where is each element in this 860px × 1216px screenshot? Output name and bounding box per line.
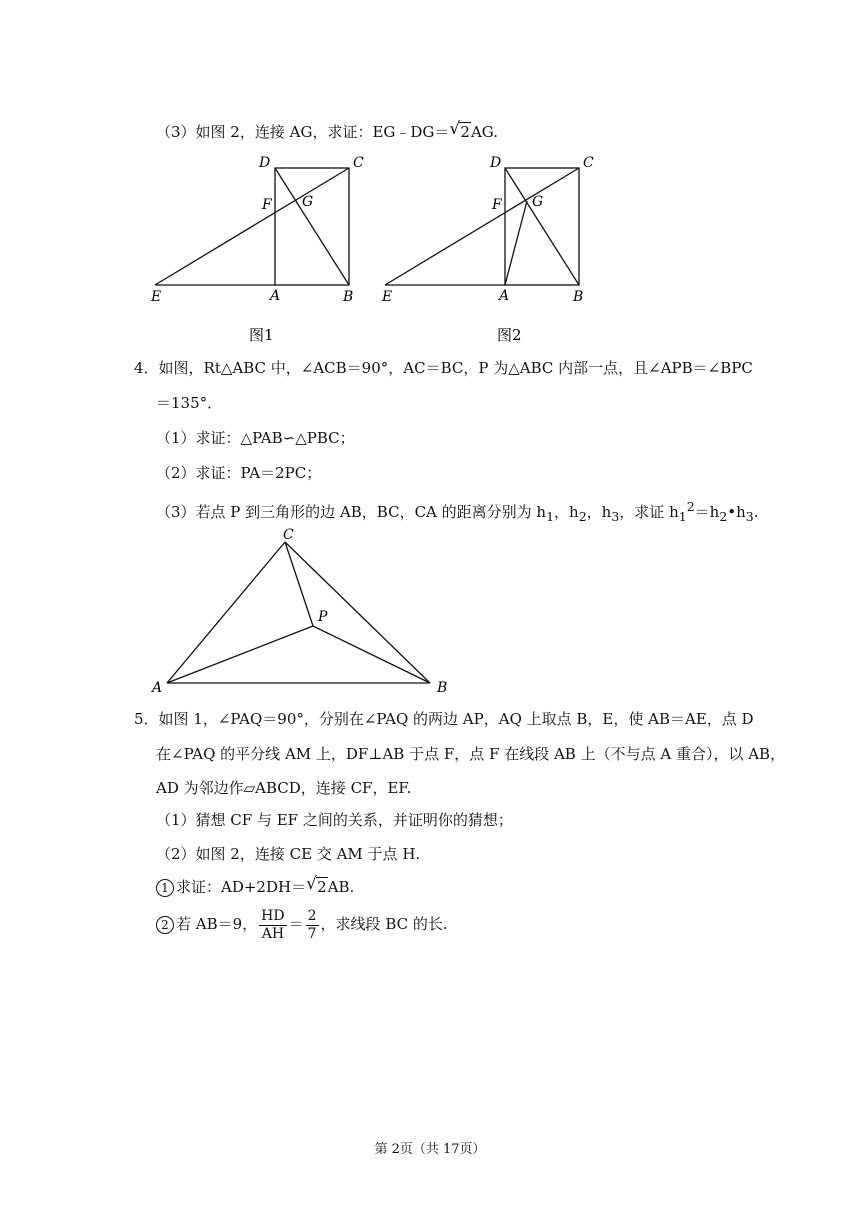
q4-sub3-text: ，求证 h bbox=[619, 503, 679, 521]
q5-sub2: （2）如图 2，连接 CE 交 AM 于点 H. bbox=[156, 845, 421, 863]
q3-figures bbox=[0, 150, 860, 380]
figure-1 bbox=[150, 155, 364, 344]
fraction-numerator: HD bbox=[261, 907, 285, 924]
q4-label-b: B bbox=[437, 680, 448, 696]
q5-statement-line3: AD 为邻边作▱ABCD，连接 CF，EF. bbox=[156, 779, 412, 797]
q4-sub3-text: ，h bbox=[586, 503, 612, 521]
figure-2 bbox=[381, 155, 594, 344]
fig2-label-b: B bbox=[573, 289, 584, 305]
q5-item1 bbox=[156, 874, 355, 897]
q4-line-ap bbox=[167, 626, 313, 683]
fig1-label-f: F bbox=[262, 197, 272, 213]
q4-line-cb bbox=[285, 542, 430, 683]
q4-label-p: P bbox=[318, 609, 328, 625]
fraction-denominator: AH bbox=[261, 925, 285, 942]
fig1-label-e: E bbox=[151, 289, 162, 305]
fig1-label-c: C bbox=[353, 155, 364, 171]
q4-sub1: （1）求证：△PAB∽△PBC； bbox=[156, 429, 355, 447]
fig1-label-g: G bbox=[302, 194, 314, 210]
subscript: 2 bbox=[578, 509, 587, 524]
sqrt-argument: 2 bbox=[460, 123, 470, 141]
subscript: 3 bbox=[745, 509, 754, 524]
q3-text: （3）如图 2，连接 AG，求证：EG﹣DG＝ bbox=[156, 123, 450, 141]
radical-sign: √ bbox=[449, 119, 461, 139]
fraction-hd-ah bbox=[259, 908, 286, 943]
q4-statement-line2: ＝135°． bbox=[156, 394, 223, 412]
fig2-label-e: E bbox=[382, 289, 393, 305]
q4-sub3-text: （3）若点 P 到三角形的边 AB，BC，CA 的距离分别为 h bbox=[156, 503, 547, 521]
q4-sub3-text: . bbox=[753, 503, 759, 521]
fig1-label-a: A bbox=[270, 288, 281, 304]
q4-sub3-text: ＝h bbox=[694, 503, 720, 521]
fig2-caption: 图2 bbox=[497, 326, 522, 344]
subscript: 2 bbox=[719, 509, 728, 524]
q5-item2 bbox=[156, 905, 448, 943]
q4-line-ac bbox=[167, 542, 285, 683]
fig2-label-d: D bbox=[490, 155, 502, 171]
q4-label-c: C bbox=[283, 527, 294, 543]
q5-sub1: （1）猜想 CF 与 EF 之间的关系，并证明你的猜想； bbox=[156, 811, 513, 829]
q5-item2-text: 若 AB＝9， bbox=[176, 915, 258, 933]
fig2-line-ec bbox=[385, 168, 579, 285]
q5-item2-suffix: ，求线段 BC 的长. bbox=[320, 915, 448, 933]
q3-suffix: AG. bbox=[470, 123, 498, 141]
fig2-label-c: C bbox=[583, 155, 594, 171]
fig2-line-ag bbox=[505, 201, 527, 285]
page-footer: 第 2页（共 17页） bbox=[374, 1142, 486, 1157]
radical-sign: √ bbox=[306, 874, 317, 894]
circled-number-2: 2 bbox=[156, 916, 174, 934]
q4-sub2: （2）求证：PA＝2PC； bbox=[156, 464, 322, 482]
fig1-caption: 图1 bbox=[249, 326, 274, 344]
fig2-label-g: G bbox=[532, 194, 544, 210]
fig2-label-f: F bbox=[492, 197, 502, 213]
q4-figure bbox=[0, 520, 860, 700]
fraction-2-7 bbox=[306, 908, 319, 943]
q5-item1-suffix: AB. bbox=[327, 878, 355, 896]
q4-statement-line1: 4．如图，Rt△ABC 中，∠ACB＝90°，AC＝BC，P 为△ABC 内部一点，且∠APB＝∠BPC bbox=[134, 359, 753, 377]
q4-sub3-text: ，h bbox=[554, 503, 579, 521]
q5-item1-text: 求证：AD+2DH＝ bbox=[176, 878, 307, 896]
sqrt-expression bbox=[306, 874, 328, 897]
q5-statement-line2: 在∠PAQ 的平分线 AM 上，DF⊥AB 于点 F，点 F 在线段 AB 上（不与点 A 重合），以 AB， bbox=[156, 745, 786, 763]
fig1-label-b: B bbox=[343, 289, 354, 305]
q3-statement bbox=[156, 119, 498, 142]
fig1-label-d: D bbox=[259, 155, 271, 171]
superscript: 2 bbox=[686, 499, 695, 514]
subscript: 3 bbox=[611, 509, 620, 524]
sqrt-expression bbox=[449, 119, 471, 142]
fig1-line-db bbox=[275, 168, 349, 285]
q4-sub3-text: •h bbox=[727, 503, 746, 521]
q4-line-pb bbox=[313, 626, 430, 683]
fig1-line-ec bbox=[155, 168, 349, 285]
equals-sign: ＝ bbox=[288, 915, 304, 933]
q4-line-cp bbox=[285, 542, 313, 626]
circled-number-1: 1 bbox=[156, 879, 174, 897]
fig2-line-db bbox=[505, 168, 579, 285]
q4-label-a: A bbox=[152, 680, 163, 696]
sqrt-argument: 2 bbox=[317, 878, 327, 896]
subscript: 1 bbox=[546, 509, 555, 524]
subscript: 1 bbox=[678, 509, 687, 524]
fraction-denominator: 7 bbox=[307, 925, 317, 942]
fraction-numerator: 2 bbox=[307, 907, 317, 924]
q5-statement-line1: 5．如图 1，∠PAQ＝90°，分别在∠PAQ 的两边 AP，AQ 上取点 B，E，使 AB＝AE，点 D bbox=[134, 710, 754, 728]
fig2-label-a: A bbox=[499, 288, 510, 304]
